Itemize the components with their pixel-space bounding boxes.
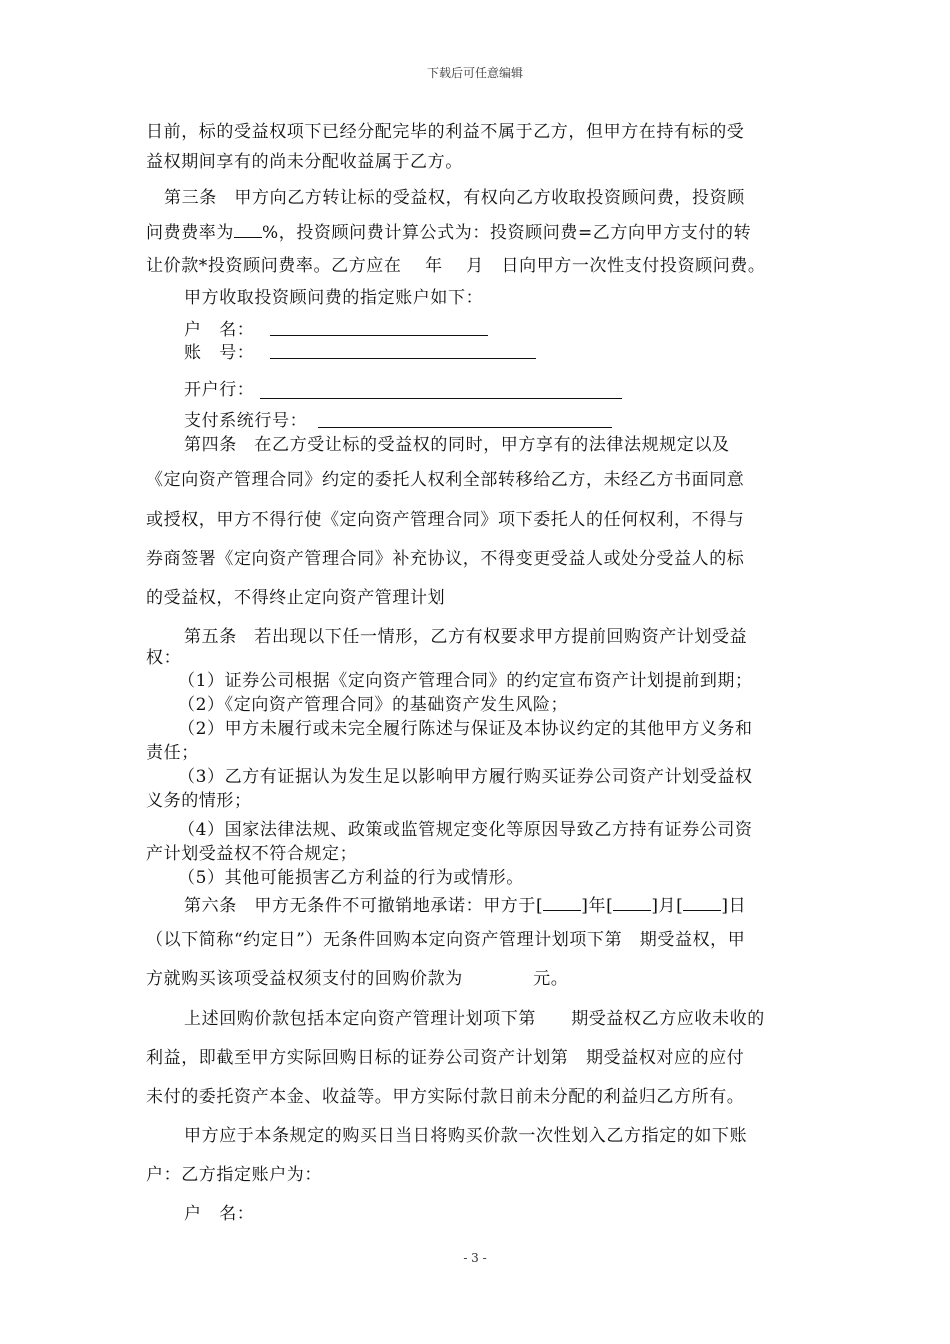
list-item: （4）国家法律法规、政策或监管规定变化等原因导致乙方持有证券公司资 <box>178 820 753 840</box>
account-number-label: 账 号： <box>184 343 255 363</box>
account-name-label: 户 名： <box>184 320 255 340</box>
article-4-line: 第四条 在乙方受让标的受益权的同时，甲方享有的法律法规规定以及 <box>184 435 730 455</box>
article-6-line <box>184 894 746 917</box>
article-5-line: 第五条 若出现以下任一情形，乙方有权要求甲方提前回购资产计划受益 <box>184 627 748 647</box>
fee-rate-label: 问费费率为 <box>146 223 234 243</box>
article-3-line: 让价款*投资顾问费率。乙方应在 年 月 日向甲方一次性支付投资顾问费。 <box>146 256 766 276</box>
year-label: ]年[ <box>581 896 614 916</box>
page-header: 下载后可任意编辑 <box>426 66 523 80</box>
paragraph-line: 日前，标的受益权项下已经分配完毕的利益不属于乙方，但甲方在持有标的受 <box>146 122 745 142</box>
article-4-line: 券商签署《定向资产管理合同》补充协议，不得变更受益人或处分受益人的标 <box>146 549 745 569</box>
paragraph-line: 上述回购价款包括本定向资产管理计划项下第 期受益权乙方应收未收的 <box>184 1009 765 1029</box>
article-6-line: （以下简称“约定日”）无条件回购本定向资产管理计划项下第 期受益权，甲 <box>146 930 746 950</box>
year-blank <box>543 894 581 911</box>
bank-label: 开户行： <box>184 380 255 400</box>
day-label: ]日 <box>721 896 747 916</box>
account-name-label: 户 名： <box>184 1204 255 1224</box>
paragraph-line: 甲方应于本条规定的购买日当日将购买价款一次性划入乙方指定的如下账 <box>184 1126 748 1146</box>
list-item: （1）证券公司根据《定向资产管理合同》的约定宣布资产计划提前到期； <box>178 671 753 691</box>
article-3-line: 第三条 甲方向乙方转让标的受益权，有权向乙方收取投资顾问费，投资顾 <box>164 188 745 208</box>
list-item: 产计划受益权不符合规定； <box>146 844 358 864</box>
list-item: 义务的情形； <box>146 791 252 811</box>
article-6-text: 第六条 甲方无条件不可撤销地承诺：甲方于[ <box>184 896 544 916</box>
list-item: （2）甲方未履行或未完全履行陈述与保证及本协议约定的其他甲方义务和 <box>178 719 753 739</box>
month-label: ]月[ <box>651 896 684 916</box>
payment-system-label: 支付系统行号： <box>184 411 308 431</box>
article-4-line: 《定向资产管理合同》约定的委托人权利全部转移给乙方，未经乙方书面同意 <box>146 470 745 490</box>
month-blank <box>613 894 651 911</box>
bank-blank <box>260 398 622 399</box>
list-item: （5）其他可能损害乙方利益的行为或情形。 <box>178 868 524 888</box>
article-5-line: 权： <box>146 648 182 668</box>
paragraph-line: 未付的委托资产本金、收益等。甲方实际付款日前未分配的利益归乙方所有。 <box>146 1087 745 1107</box>
account-intro: 甲方收取投资顾问费的指定账户如下： <box>184 288 484 308</box>
article-3-line <box>146 221 751 244</box>
list-item: 责任； <box>146 743 199 763</box>
page-number: - 3 - <box>463 1251 487 1265</box>
payment-system-blank <box>318 427 612 428</box>
fee-rate-blank <box>234 221 262 238</box>
paragraph-line: 户：乙方指定账户为： <box>146 1165 322 1185</box>
article-4-line: 或授权，甲方不得行使《定向资产管理合同》项下委托人的任何权利，不得与 <box>146 510 745 530</box>
paragraph-line: 益权期间享有的尚未分配收益属于乙方。 <box>146 152 463 172</box>
list-item: （2）《定向资产管理合同》的基础资产发生风险； <box>178 695 569 715</box>
paragraph-line: 利益，即截至甲方实际回购日标的证券公司资产计划第 期受益权对应的应付 <box>146 1048 745 1068</box>
day-blank <box>683 894 721 911</box>
article-6-line: 方就购买该项受益权须支付的回购价款为 元。 <box>146 969 569 989</box>
account-number-blank <box>270 358 536 359</box>
list-item: （3）乙方有证据认为发生足以影响甲方履行购买证券公司资产计划受益权 <box>178 767 753 787</box>
article-4-line: 的受益权，不得终止定向资产管理计划 <box>146 588 446 608</box>
account-name-blank <box>270 335 488 336</box>
fee-formula-text: %，投资顾问费计算公式为：投资顾问费=乙方向甲方支付的转 <box>262 223 752 243</box>
